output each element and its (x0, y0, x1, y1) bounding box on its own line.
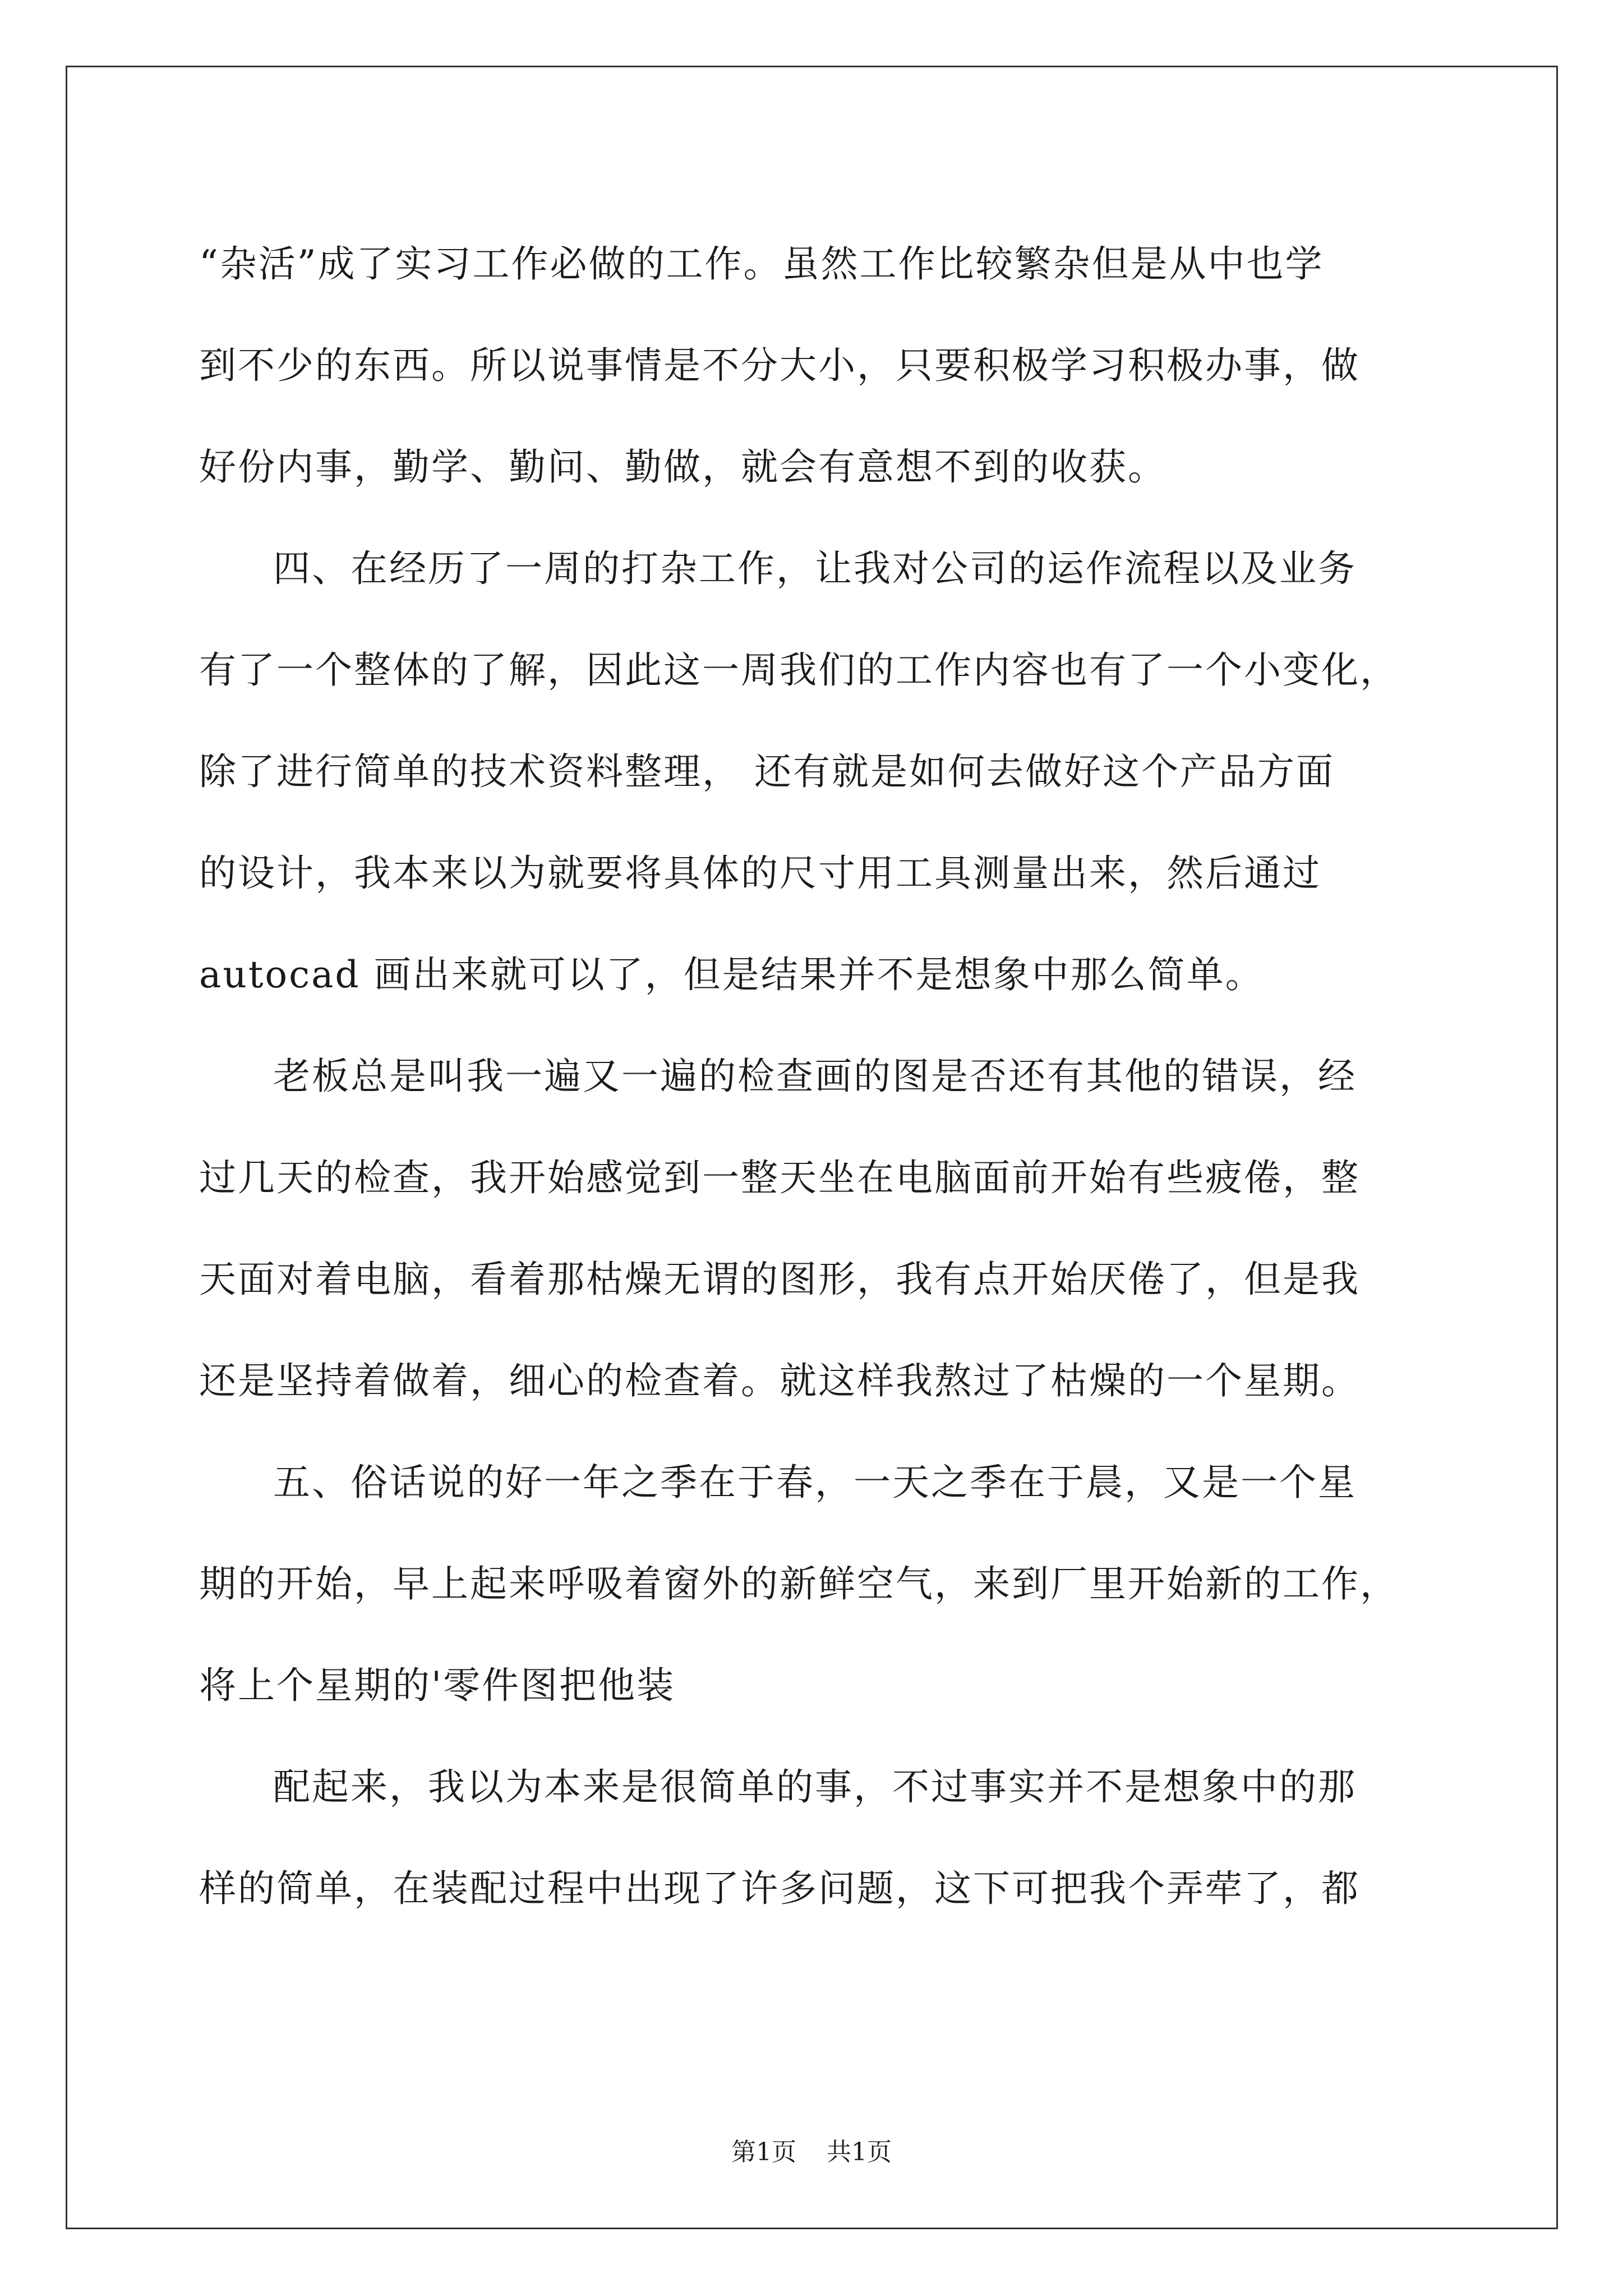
paragraph-2 (199, 518, 1433, 1025)
text-line: 五、俗话说的好一年之季在于春，一天之季在于晨，又是一个星 (273, 1461, 1357, 1504)
text-line: 将上个星期的'零件图把他装 (199, 1664, 676, 1707)
text-line: 期的开始，早上起来呼吸着窗外的新鲜空气，来到厂里开始新的工作， (199, 1562, 1399, 1605)
text-line: 老板总是叫我一遍又一遍的检查画的图是否还有其他的错误，经 (273, 1055, 1357, 1098)
paragraph-3 (199, 1025, 1433, 1432)
text-line: 过几天的检查，我开始感觉到一整天坐在电脑面前开始有些疲倦，整 (199, 1156, 1360, 1199)
text-line: 除了进行简单的技术资料整理， 还有就是如何去做好这个产品方面 (199, 750, 1335, 793)
text-line: 天面对着电脑，看着那枯燥无谓的图形，我有点开始厌倦了，但是我 (199, 1258, 1360, 1301)
page-total: 共1页 (827, 2138, 892, 2166)
text-line: 好份内事，勤学、勤问、勤做，就会有意想不到的收获。 (199, 445, 1166, 489)
text-line: 的设计，我本来以为就要将具体的尺寸用工具测量出来，然后通过 (199, 852, 1321, 895)
text-line: 四、在经历了一周的打杂工作，让我对公司的运作流程以及业务 (273, 547, 1357, 590)
paragraph-4 (199, 1432, 1433, 1736)
text-line: autocad 画出来就可以了，但是结果并不是想象中那么简单。 (199, 953, 1264, 996)
text-line: “杂活”成了实习工作必做的工作。虽然工作比较繁杂但是从中也学 (199, 242, 1324, 286)
paragraph-1 (199, 213, 1433, 518)
paragraph-5 (199, 1736, 1433, 1939)
page-footer (0, 2132, 1623, 2168)
document-body (199, 213, 1433, 1939)
text-line: 到不少的东西。所以说事情是不分大小，只要积极学习积极办事，做 (199, 344, 1360, 387)
page-number: 第1页 (731, 2138, 796, 2166)
text-line: 样的简单，在装配过程中出现了许多问题，这下可把我个弄荦了，都 (199, 1867, 1360, 1910)
text-line: 有了一个整体的了解，因此这一周我们的工作内容也有了一个小变化， (199, 648, 1399, 692)
text-line: 配起来，我以为本来是很简单的事，不过事实并不是想象中的那 (273, 1765, 1357, 1809)
text-line: 还是坚持着做着，细心的检查着。就这样我熬过了枯燥的一个星期。 (199, 1359, 1360, 1402)
